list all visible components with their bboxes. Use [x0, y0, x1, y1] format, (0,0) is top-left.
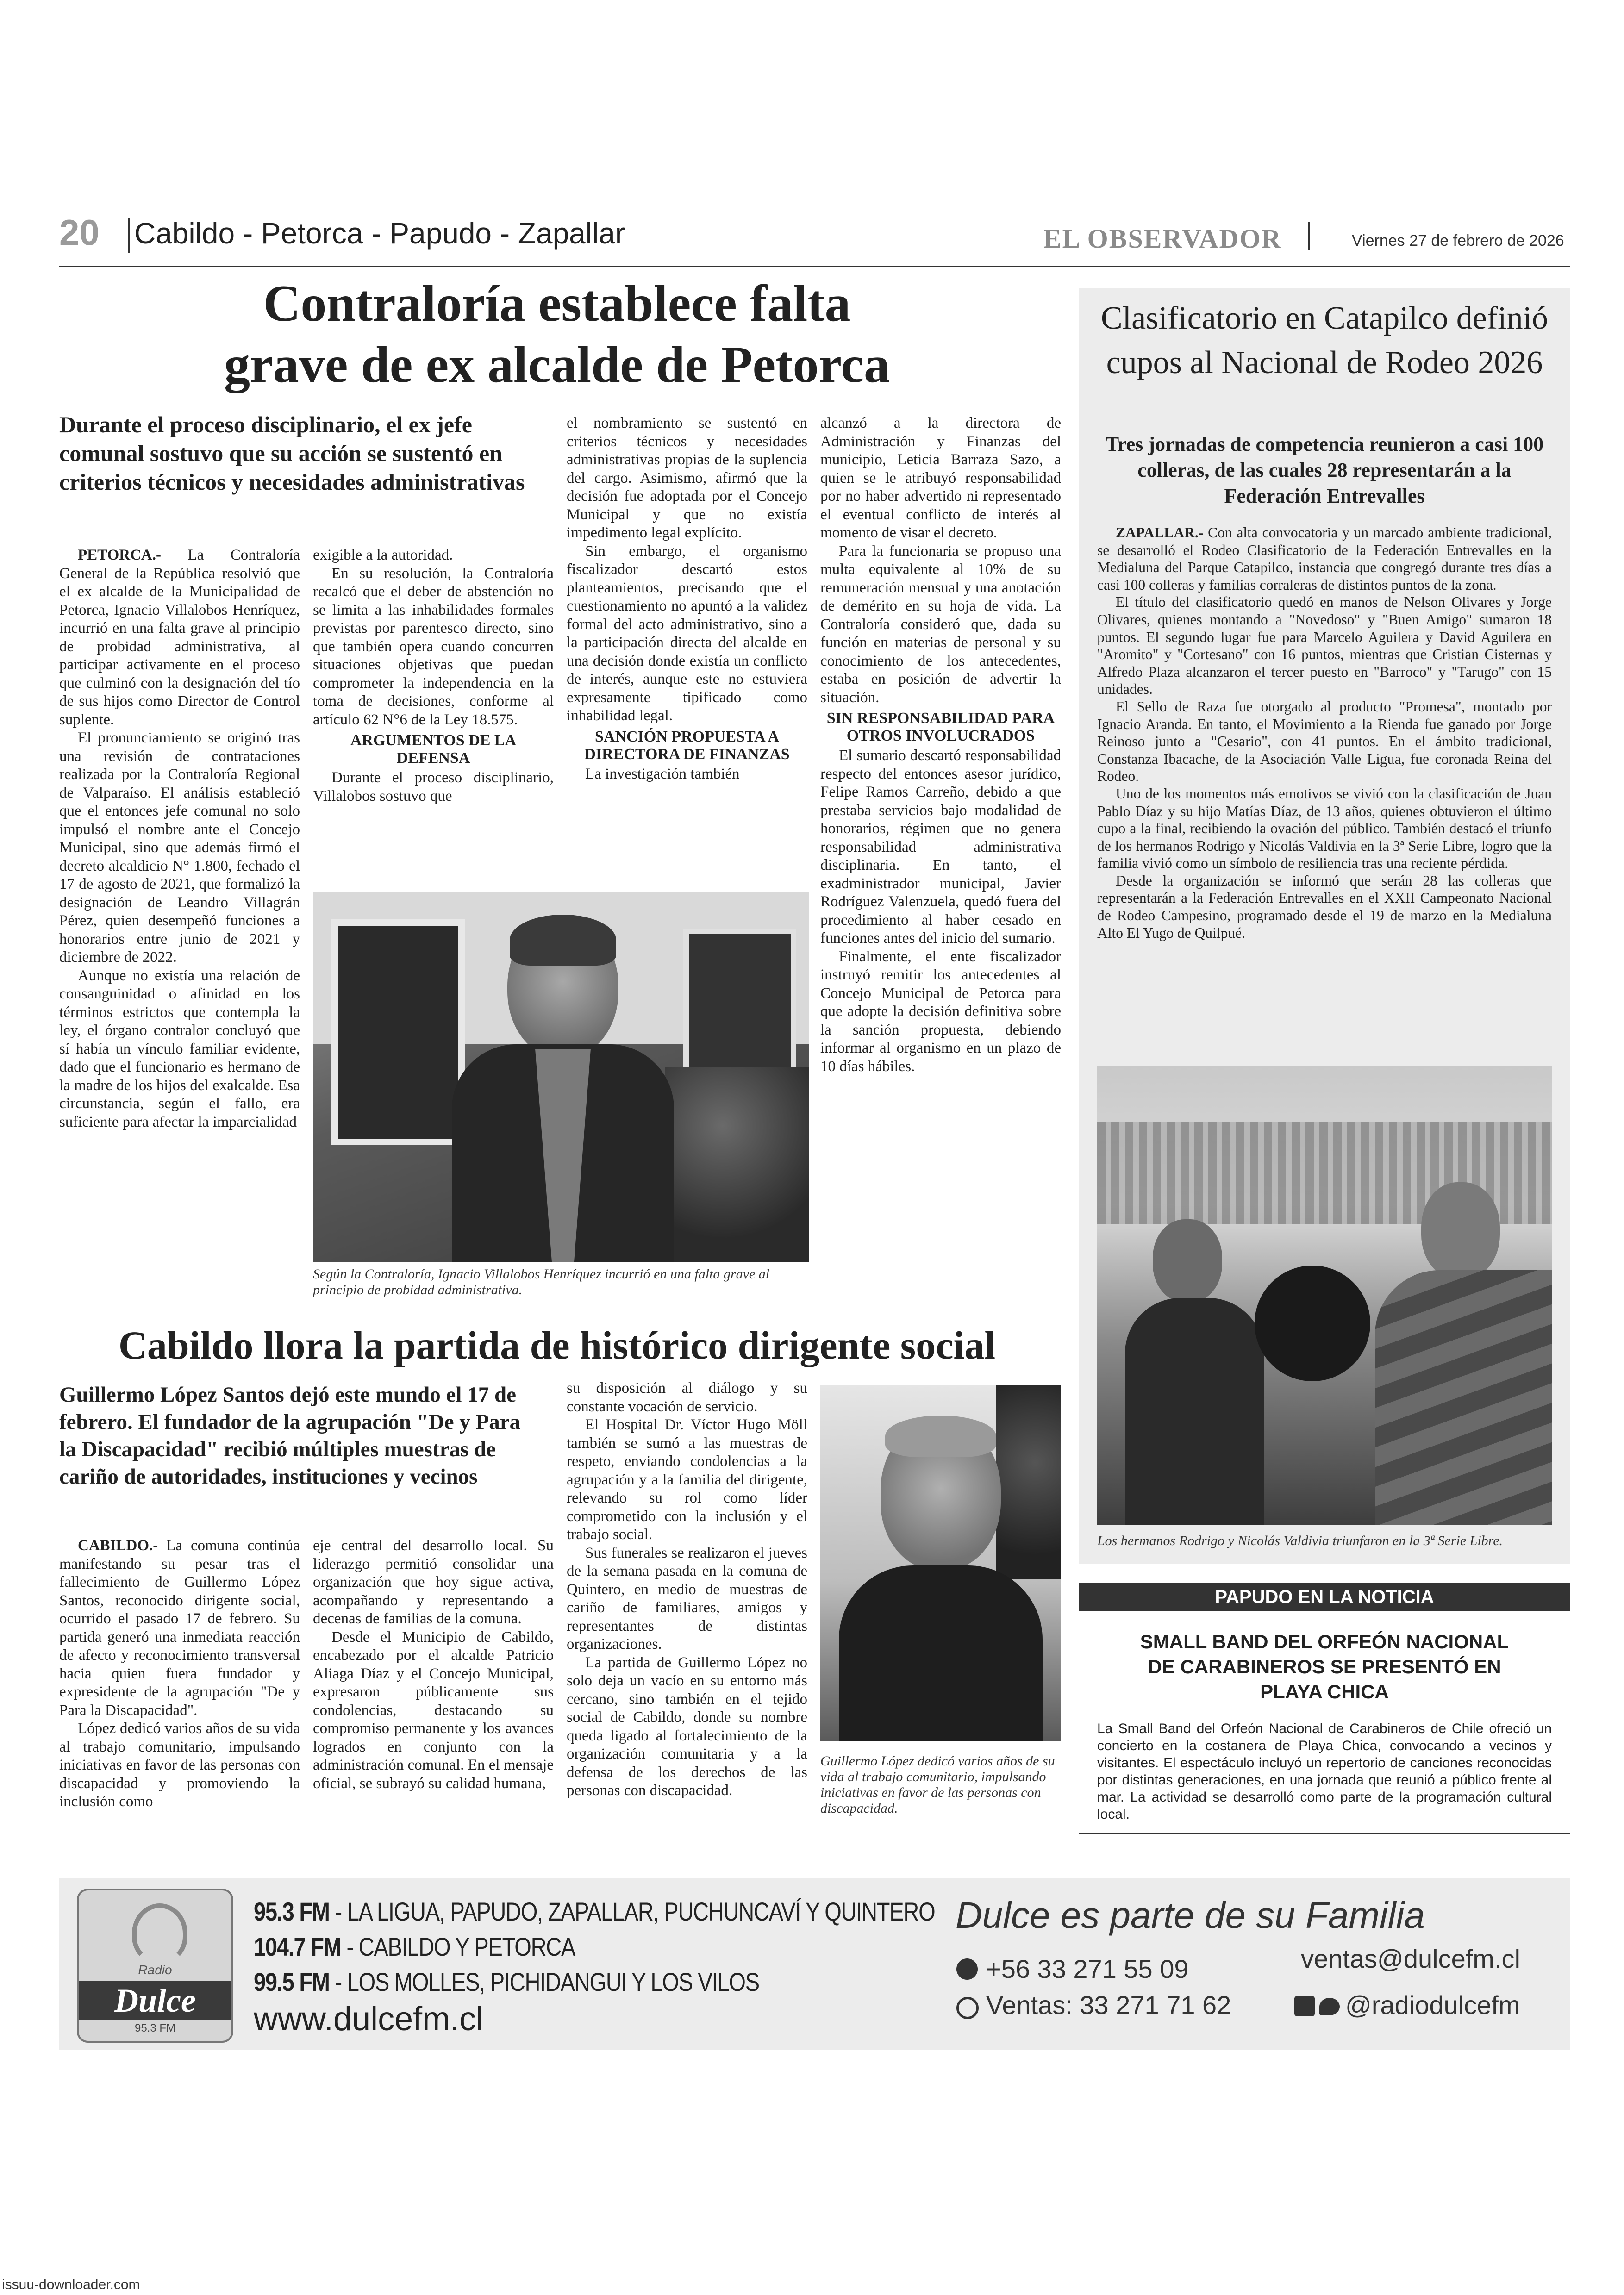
ad-freq2-area: - CABILDO Y PETORCA	[341, 1932, 575, 1961]
dulce-logo-freq: 95.3 FM	[134, 2022, 176, 2034]
photo-lopez-hair	[885, 1416, 996, 1457]
ad-freq2: 104.7 FM	[254, 1932, 341, 1961]
photo-hat	[1255, 1266, 1370, 1381]
article2-col1	[59, 1537, 300, 1811]
ad-freq-line-3	[254, 1967, 759, 1997]
article1-col4-p3: El sumario descartó responsabilidad respecto del entonces asesor jurídico, Felipe Ramos Carreño, debido a que prestaba servicios bajo modalidad de honorarios, régimen que no genera responsabilidad administrativa disciplinaria. En tanto, el exadministrador municipal, Javier Rodríguez Valenzuela, quedó fuera del procedimiento al haber cesado en funciones antes del inicio del sumario.	[820, 747, 1061, 947]
article2-col3-p3: Sus funerales se realizaron el jueves de la semana pasada en la comuna de Quintero, en medio de muestras de cariño de familiares, amigos y representantes de distintas organizaciones.	[567, 1544, 807, 1653]
article3-p1: ZAPALLAR.- Con alta convocatoria y un marcado ambiente tradicional, se desarrolló el Rodeo Clasificatorio de la Federación Entrevalles en la Medialuna del Parque Catapilco, instancia que congregó durante tres días a casi 100 colleras y familias corraleras de distintos puntos de la zona.	[1097, 524, 1552, 593]
article3-photo-caption: Los hermanos Rodrigo y Nicolás Valdivia triunfaron en la 3ª Serie Libre.	[1097, 1533, 1503, 1548]
article1-col3-p2: Sin embargo, el organismo fiscalizador descartó estos planteamientos, precisando que el cuestionamiento no apuntó a la validez formal del acto administrativo, sino a la participación directa del alcalde en una decisión donde existía un conflicto de interés, aunque este no estuviera expresamente tipificado como inhabilidad legal.	[567, 543, 807, 724]
page-number: 20	[59, 212, 100, 253]
article2-col3	[567, 1379, 807, 1800]
photo-man-hair	[510, 915, 616, 966]
article2-col3-p1: su disposición al diálogo y su constante vocación de servicio.	[567, 1380, 807, 1415]
ad-slogan: Dulce es parte de su Familia	[956, 1895, 1425, 1936]
article1-col3-p1: el nombramiento se sustentó en criterios técnicos y necesidades administrativas propias de la suplencia del cargo. Asimismo, afirmó que la decisión fue adoptada por el Concejo Municipal y que no existía impedimento legal explícito.	[567, 415, 807, 541]
article3-p5: Desde la organización se informó que serán 28 las colleras que representarán a la Federación Entrevalles en el XXII Campeonato Nacional de Rodeo Campesino, programado desde el 19 de marzo en la Medialuna Alto El Yugo de Quilpué.	[1097, 872, 1552, 941]
photo-rider-right-head	[1421, 1182, 1500, 1279]
article1-col1	[59, 546, 300, 1131]
article2-col1-p2: López dedicó varios años de su vida al trabajo comunitario, impulsando iniciativas en favor de las personas con discapacidad y promoviendo la inclusión como	[59, 1720, 300, 1810]
ad-freq3: 99.5 FM	[254, 1967, 330, 1996]
ad-email[interactable]: ventas@dulcefm.cl	[1301, 1944, 1520, 1973]
section-title: Cabildo - Petorca - Papudo - Zapallar	[134, 217, 625, 250]
article1-col4-p1: alcanzó a la directora de Administración y Finanzas del municipio, Leticia Barraza Sazo, a quien se le atribuyó responsabilidad por no haber advertido ni representado el eventual conflicto de interés al momento de visar el decreto.	[820, 415, 1061, 541]
lopez-photo	[820, 1385, 1061, 1741]
villalobos-photo	[313, 892, 809, 1262]
photo-rider-right-body	[1375, 1270, 1552, 1525]
whatsapp-icon	[956, 1958, 978, 1980]
ad-social[interactable]: @radiodulcefm	[1345, 1990, 1520, 2020]
article2-deck: Guillermo López Santos dejó este mundo el 17 de febrero. El fundador de la agrupación "De y Para la Discapacidad" recibió múltiples muestras de cariño de autoridades, instituciones y vecinos	[59, 1383, 521, 1489]
article1-col4-p4: Finalmente, el ente fiscalizador instruyó remitir los antecedentes al Concejo Municipal de Petorca para que adopte la decisión definitiva sobre la sanción propuesta, debiendo informar al organismo en un plazo de 10 días hábiles.	[820, 948, 1061, 1075]
ad-freq1-area: - LA LIGUA, PAPUDO, ZAPALLAR, PUCHUNCAVÍ Y QUINTERO	[329, 1897, 935, 1926]
article1-title	[59, 273, 1055, 395]
article3-body	[1097, 524, 1552, 942]
header-divider-vertical-2	[1308, 222, 1310, 250]
ad-phone[interactable]: Ventas: 33 271 71 62	[986, 1990, 1231, 2020]
article1-title-line2: grave de ex alcalde de Petorca	[224, 336, 890, 393]
dulce-logo-radio: Radio	[138, 1963, 172, 1977]
watermark: issuu-downloader.com	[2, 2277, 140, 2292]
article2-col1-p1: CABILDO.- La comuna continúa manifestando su pesar tras el fallecimiento de Guillermo López Santos, reconocido dirigente social, ocurrido el pasado 17 de febrero. Su partida generó una inmediata reacción de afecto y reconocimiento transversal hacia quien fuera fundador y expresidente de la agrupación "De y Para la Discapacidad".	[59, 1537, 300, 1719]
phone-icon	[956, 1997, 979, 2019]
article2-col2	[313, 1537, 554, 1793]
papudo-title: SMALL BAND DEL ORFEÓN NACIONAL DE CARABINEROS SE PRESENTÓ EN PLAYA CHICA	[1140, 1631, 1509, 1703]
article1-col4	[820, 414, 1061, 1076]
dulce-logo	[77, 1889, 233, 2043]
photo-lopez-body	[839, 1565, 1043, 1741]
article1-photo-caption: Según la Contraloría, Ignacio Villalobos Henríquez incurrió en una falta grave al principio de probidad administrativa.	[313, 1266, 770, 1297]
facebook-icon	[1294, 1996, 1315, 2016]
article1-col2-p3: Durante el proceso disciplinario, Villalobos sostuvo que	[313, 769, 554, 804]
ad-freq-line-2	[254, 1932, 575, 1962]
article1-col3-p3: La investigación también	[585, 765, 740, 782]
photo-plant-right	[996, 1385, 1061, 1579]
article1-col3	[567, 414, 807, 783]
article1-deck: Durante el proceso disciplinario, el ex jefe comunal sostuvo que su acción se sustentó en criterios técnicos y necesidades administrativas	[59, 412, 525, 495]
article1-col1-p3: Aunque no existía una relación de consanguinidad o afinidad en los términos estrictos que contempla la ley, el órgano contralor concluyó que sí había un vínculo familiar evidente, dado que el funcionario es hermano de la madre de los hijos del exalcalde. Esa circunstancia, según el fallo, era suficiente para afectar la imparcialidad	[59, 967, 300, 1130]
article3-p4: Uno de los momentos más emotivos se vivió con la clasificación de Juan Pablo Díaz y su hijo Matías Díaz, de 13 años, quienes obtuvieron el último cupo a la final, recibiendo la ovación del público. También destacó el triunfo de los hermanos Rodrigo y Nicolás Valdivia en la 3ª Serie Libre, logro que la familia vivió como un símbolo de resiliencia tras una reciente pérdida.	[1097, 785, 1552, 872]
article2-col2-p1: eje central del desarrollo local. Su liderazgo permitió consolidar una organización que hoy sigue activa, acompañando y representando a decenas de familias de la comuna.	[313, 1537, 554, 1627]
twitter-icon	[1319, 1998, 1340, 2015]
photo-window	[331, 919, 465, 1145]
article1-col1-p2: El pronunciamiento se originó tras una revisión de contrataciones realizada por la Contraloría Regional de Valparaíso. El análisis estableció que el entonces jefe comunal no solo impulsó el nombre ante el Concejo Municipal, sino que además firmó el decreto alcaldicio N° 1.800, fechado el 17 de agosto de 2021, que formalizó la designación de Leandro Villagrán Pérez, quien desempeñó funciones a honorarios entre junio de 2021 y diciembre de 2022.	[59, 730, 300, 966]
ad-freq1: 95.3 FM	[254, 1897, 330, 1926]
issue-date: Viernes 27 de febrero de 2026	[1352, 232, 1564, 249]
article2-col3-p2: El Hospital Dr. Víctor Hugo Möll también se sumó a las muestras de respeto, enviando condolencias a la agrupación y a la familia del dirigente, relevando su rol como líder comprometido con la inclusión y el trabajo social.	[567, 1416, 807, 1543]
ad-freq3-area: - LOS MOLLES, PICHIDANGUI Y LOS VILOS	[329, 1967, 759, 1996]
article1-col1-p1: PETORCA.- La Contraloría General de la República resolvió que el ex alcalde de la Municipalidad de Petorca, Ignacio Villalobos Henríquez, incurrió en una falta grave al principio de probidad administrativa, al participar activamente en el proceso que culminó con la designación del tío de sus hijos como Director de Control suplente.	[59, 547, 300, 728]
ad-whatsapp[interactable]: +56 33 271 55 09	[986, 1954, 1189, 1983]
article3-deck: Tres jornadas de competencia reunieron a casi 100 colleras, de las cuales 28 representarán a la Federación Entrevalles	[1105, 433, 1544, 507]
ad-freq-line-1	[254, 1897, 935, 1927]
photo-plants	[665, 1067, 809, 1262]
photo-rider-left-head	[1153, 1219, 1222, 1303]
subhead-defensa: ARGUMENTOS DE LA DEFENSA	[350, 732, 517, 767]
article3-p2: El título del clasificatorio quedó en manos de Nelson Olivares y Jorge Olivares, quienes montando a "Novedoso" y "Buen Amigo" sumaron 18 puntos. El segundo lugar fue para Marcelo Aguilera y David Aguilera en "Aromito" y "Cortesano" con 16 puntos, mientras que Cristian Cisternas y Alfredo Plaza alcanzaron el tercer puesto en "Barroco" y "Tarugo" con 15 unidades.	[1097, 594, 1552, 698]
ad-website[interactable]: www.dulcefm.cl	[254, 2001, 484, 2038]
article3-title: Clasificatorio en Catapilco definió cupos al Nacional de Rodeo 2026	[1100, 300, 1549, 380]
subhead-sancion: SANCIÓN PROPUESTA A DIRECTORA DE FINANZAS	[584, 728, 790, 763]
article1-col2-p2: En su resolución, la Contraloría recalcó que el deber de abstención no se limita a las inhabilidades formales previstas por parentesco directo, sino que también opera cuando concurren situaciones objetivas que puedan comprometer la independencia en la toma de decisiones, conforme al artículo 62 N°6 de la Ley 18.575.	[313, 565, 554, 728]
article2-photo-caption: Guillermo López dedicó varios años de su vida al trabajo comunitario, impulsando iniciativas en favor de las personas con discapacidad.	[820, 1753, 1055, 1816]
dulce-logo-swirl-icon	[132, 1903, 187, 1964]
article1-title-line1: Contraloría establece falta	[263, 275, 851, 332]
paper-name: EL OBSERVADOR	[1043, 224, 1282, 254]
papudo-body: La Small Band del Orfeón Nacional de Carabineros de Chile ofreció un concierto en la costanera de Playa Chica, convocando a vecinos y visitantes. El espectáculo incluyó un repertorio de canciones reconocidas por distintas generaciones, en una jornada que reunió a público frente al mar. La actividad se desarrolló como parte de la programación cultural local.	[1097, 1721, 1552, 1822]
subhead-sin-responsabilidad: SIN RESPONSABILIDAD PARA OTROS INVOLUCRADOS	[826, 710, 1055, 744]
article3-p3: El Sello de Raza fue otorgado al producto "Promesa", montado por Ignacio Aranda. En tanto, el Movimiento a la Rienda fue ganado por Jorge Reinoso junto a "Cesario", con 41 puntos. En el ámbito tradicional, Constanza Ibacache, de la Asociación Valle Ligua, fue coronada Reina del Rodeo.	[1097, 698, 1552, 785]
dulce-logo-name: Dulce	[114, 1982, 196, 2019]
header-divider-vertical	[128, 218, 130, 253]
article1-col2-p1: exigible a la autoridad.	[313, 547, 453, 563]
article2-col2-p2: Desde el Municipio de Cabildo, encabezado por el alcalde Patricio Aliaga Díaz y el Concejo Municipal, expresaron públicamente sus condolencias, destacando su compromiso permanente y los avances logrados en conjunto con la administración comunal. En el mensaje oficial, se subrayó su calidad humana,	[313, 1628, 554, 1792]
article1-col2	[313, 546, 554, 805]
rodeo-photo	[1097, 1066, 1552, 1525]
papudo-banner: PAPUDO EN LA NOTICIA	[1079, 1583, 1570, 1611]
header-rule	[59, 266, 1570, 267]
article1-col4-p2: Para la funcionaria se propuso una multa equivalente al 10% de su remuneración mensual y una anotación de demérito en su hoja de vida. La Contraloría consideró que, dada su función en materias de personal y su conocimiento de los antecedentes, estaba en posición de advertir la situación.	[820, 543, 1061, 706]
article2-title: Cabildo llora la partida de histórico dirigente social	[118, 1323, 996, 1367]
photo-rider-left-body	[1125, 1298, 1264, 1525]
article2-col3-p4: La partida de Guillermo López no solo deja un vacío en su entorno más cercano, sino también en el tejido social de Cabildo, donde su nombre queda ligado al fortalecimiento de la organización comunitaria y a la defensa de los derechos de las personas con discapacidad.	[567, 1654, 807, 1799]
